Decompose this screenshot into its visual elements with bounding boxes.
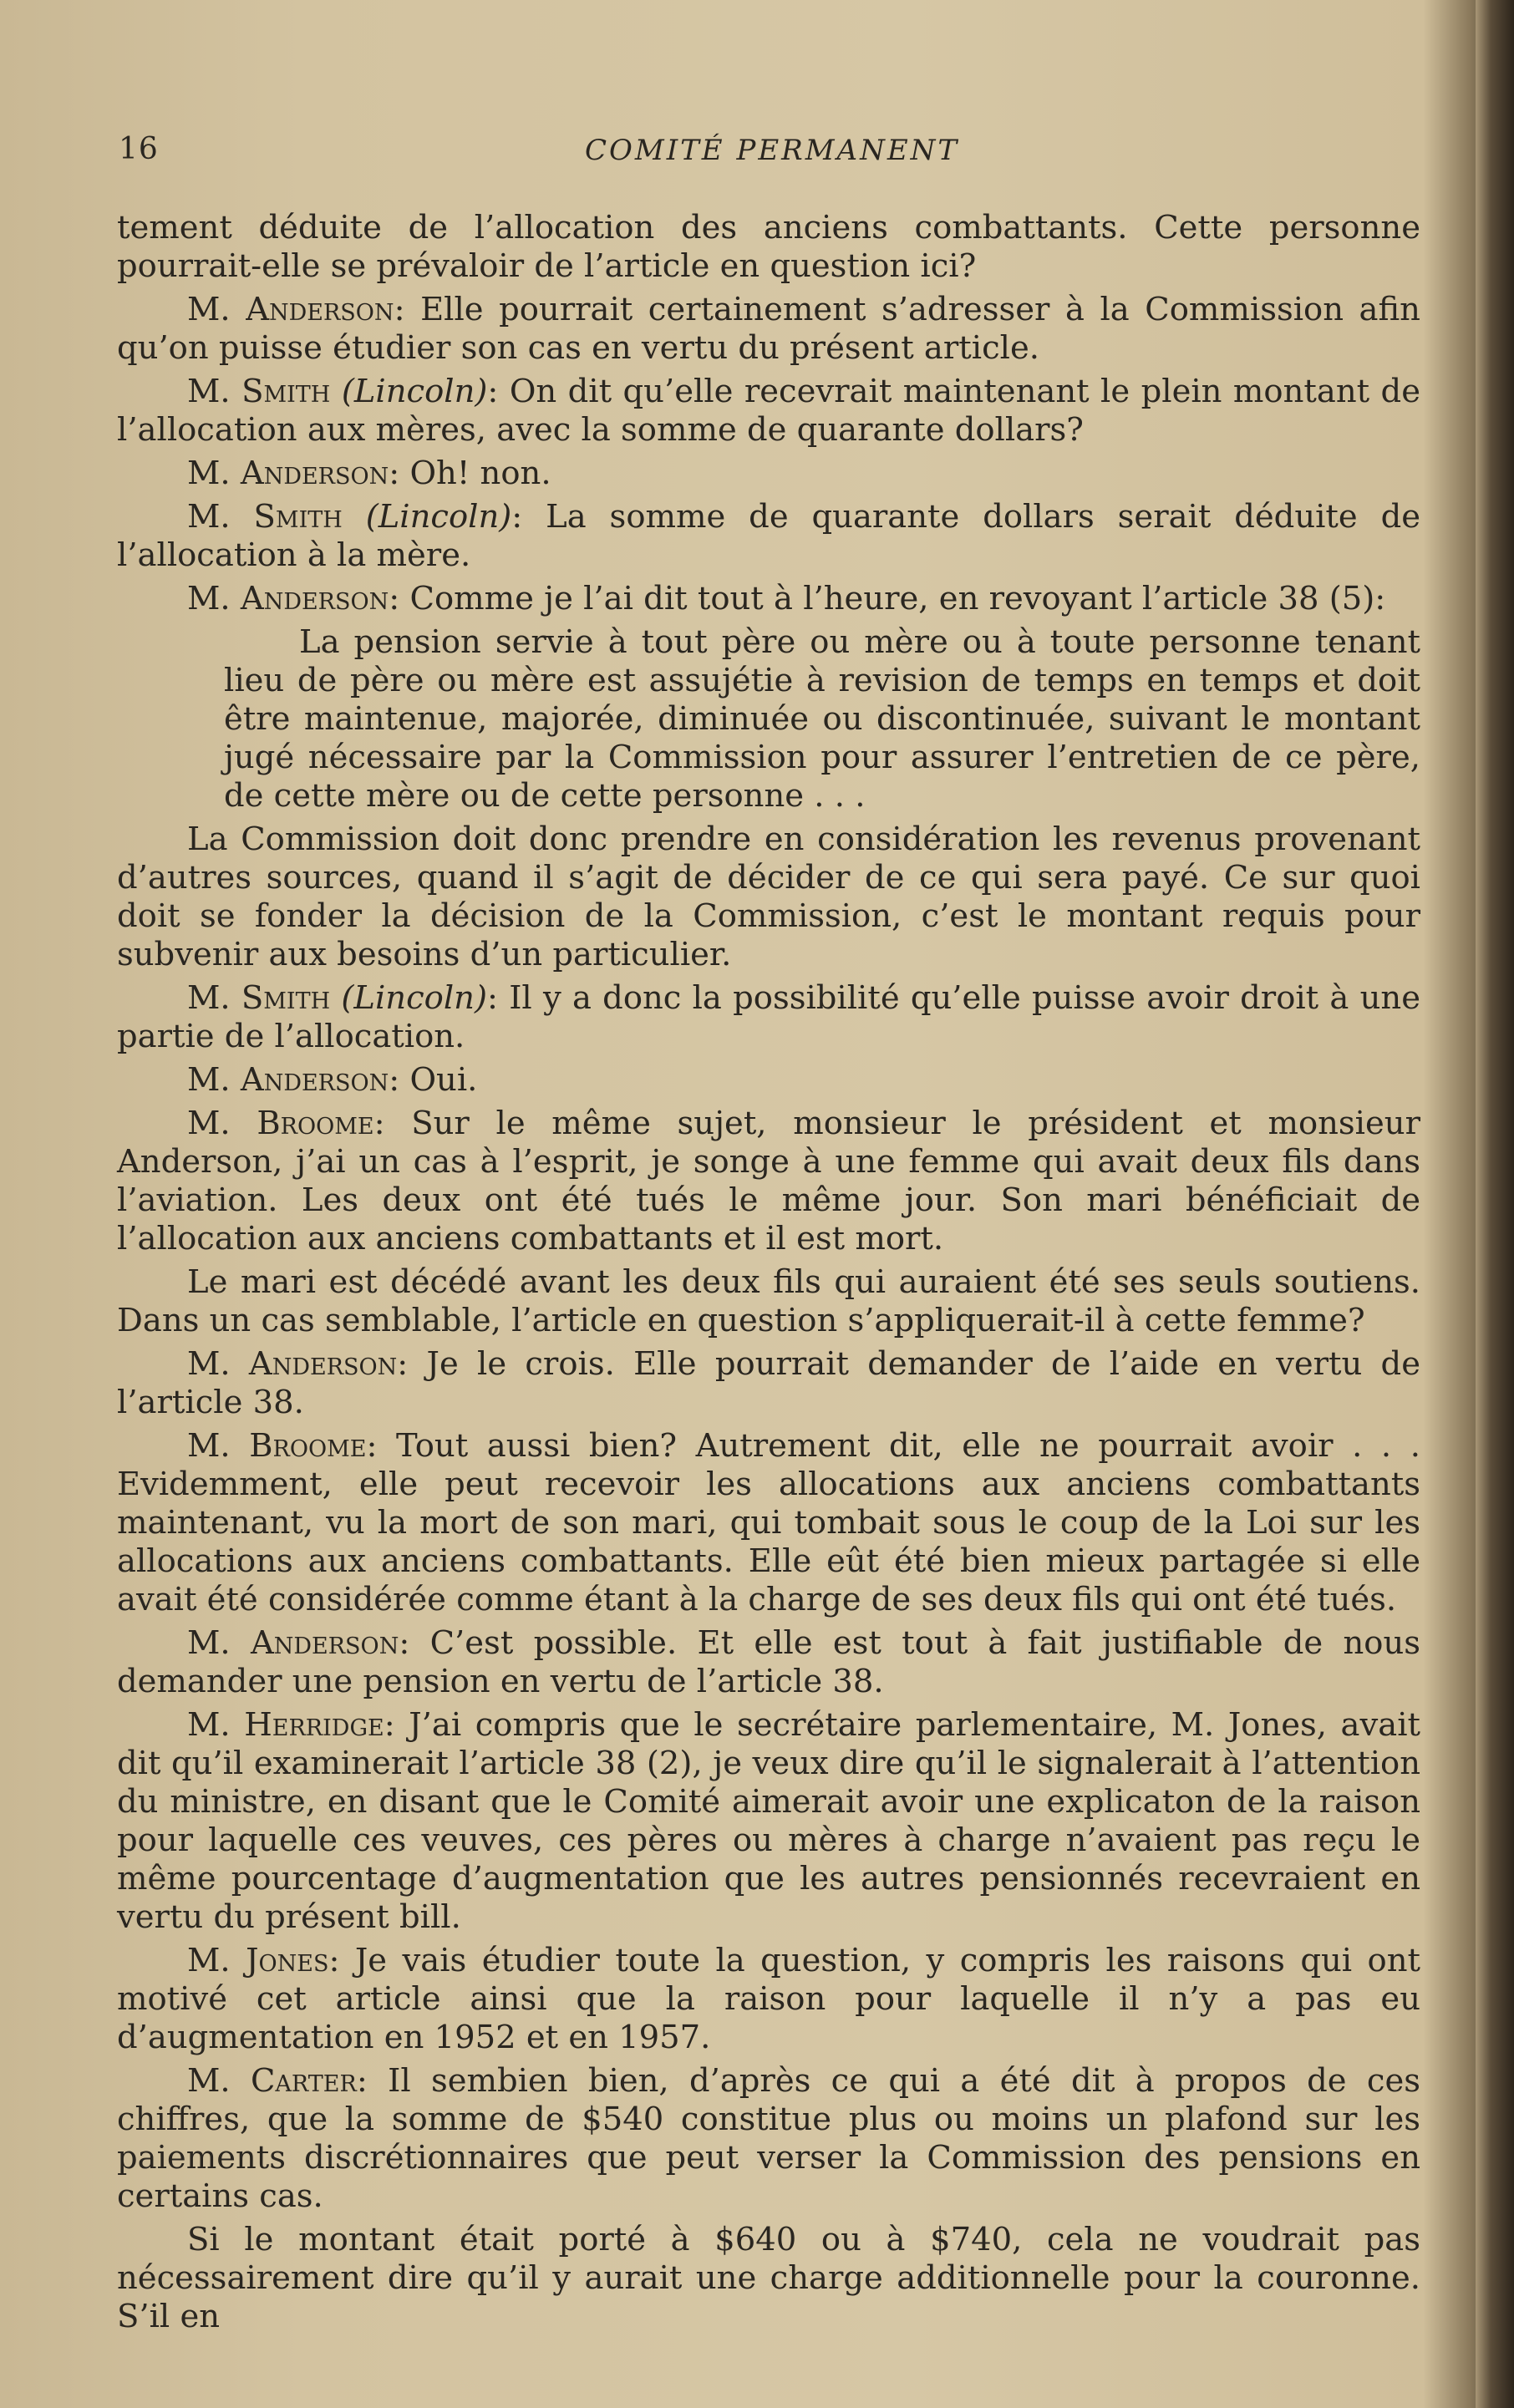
paragraph — [117, 1706, 1420, 1937]
speaker-name: M. Smith — [187, 498, 343, 536]
speaker-riding: (Lincoln) — [341, 979, 487, 1017]
speaker-riding: (Lincoln) — [365, 498, 512, 536]
paragraph-text: Si le montant était porté à $640 ou à $740, cela ne voudrait pas nécessairement dire qu’il y aurait une charge additionnelle pour la couronne. S’il en — [117, 2221, 1420, 2335]
paragraph-text: : Tout aussi bien? Autrement dit, elle ne pourrait avoir . . . Evidemment, elle peut recevoir les allocations aux anciens combattants maintenant, vu la mort de son mari, qui tombait sous le coup de la Loi sur les allocations aux anciens combattants. Elle eût été bien mieux partagée si elle avait été considérée comme étant à la charge de ses deux fils qui ont été tués. — [117, 1427, 1420, 1618]
paragraph — [117, 1061, 1420, 1100]
paragraph — [117, 291, 1420, 368]
paragraph-text: : Comme je l’ai dit tout à l’heure, en revoyant l’article 38 (5): — [389, 580, 1386, 617]
paragraph-text: : Il y a donc la possibilité qu’elle puisse avoir droit à une partie de l’allocation. — [117, 979, 1420, 1055]
speaker-name: M. Herridge — [187, 1706, 384, 1744]
paragraph — [117, 1427, 1420, 1619]
paragraph — [117, 455, 1420, 493]
speaker-name: M. Jones — [187, 1942, 329, 1979]
speaker-name: M. Anderson — [187, 291, 394, 328]
speaker-riding: (Lincoln) — [341, 373, 488, 410]
paragraph — [117, 1263, 1420, 1340]
paragraph-text: Le mari est décédé avant les deux fils qui auraient été ses seuls soutiens. Dans un cas semblable, l’article en question s’appliquerait-il à cette femme? — [117, 1263, 1420, 1339]
paragraph-text: La Commission doit donc prendre en considération les revenus provenant d’autres sources, quand il s’agit de décider de ce qui sera payé. Ce sur quoi doit se fonder la décision de la Commission, c’est le montant requis pour subvenir aux besoins d’un particulier. — [117, 820, 1420, 973]
body-text — [117, 209, 1420, 2341]
paragraph — [117, 209, 1420, 286]
speaker-name: M. Anderson — [187, 580, 389, 617]
speaker-name: M. Anderson — [187, 1624, 399, 1662]
paragraph — [117, 373, 1420, 450]
paragraph — [117, 1345, 1420, 1422]
paragraph — [117, 2221, 1420, 2336]
paragraph-text: tement déduite de l’allocation des anciens combattants. Cette personne pourrait-elle se prévaloir de l’article en question ici? — [117, 209, 1420, 285]
running-head: COMITÉ PERMANENT — [585, 134, 960, 167]
speaker-name: M. Broome — [187, 1427, 367, 1465]
speaker-name: M. Smith — [187, 979, 331, 1017]
paragraph-text: : Sur le même sujet, monsieur le président et monsieur Anderson, j’ai un cas à l’esprit, je songe à une femme qui avait deux fils dans l’aviation. Les deux ont été tués le même jour. Son mari bénéficiait de l’allocation aux anciens combattants et il est mort. — [117, 1105, 1420, 1257]
speaker-name: M. Anderson — [187, 1345, 398, 1383]
paragraph-text: : Oui. — [389, 1061, 478, 1099]
paragraph-text: : On dit qu’elle recevrait maintenant le plein montant de l’allocation aux mères, avec la somme de quarante dollars? — [117, 373, 1420, 449]
speaker-name: M. Smith — [187, 373, 331, 410]
quoted-article: La pension servie à tout père ou mère ou à toute personne tenant lieu de père ou mère est assujétie à revision de temps en temps et doit être maintenue, majorée, diminuée ou discontinuée, suivant le montant jugé nécessaire par la Commission pour assurer l’entretien de ce père, de cette mère ou de cette personne . . . — [224, 623, 1420, 815]
paragraph-text: : Il sembien bien, d’après ce qui a été dit à propos de ces chiffres, que la somme de $540 constitue plus ou moins un plafond sur les paiements discrétionnaires que peut verser la Commission des pensions en certains cas. — [117, 2062, 1421, 2215]
paragraph — [117, 1942, 1420, 2057]
paragraph-text: : J’ai compris que le secrétaire parlementaire, M. Jones, avait dit qu’il examinerait l’article 38 (2), je veux dire qu’il le signalerait à l’attention du ministre, en disant que le Comité aimerait avoir une explicaton de la raison pour laquelle ces veuves, ces pères ou mères à charge n’avaient pas reçu le même pourcentage d’augmentation que les autres pensionnés recevraient en vertu du présent bill. — [117, 1706, 1420, 1936]
speaker-name: M. Broome — [187, 1105, 374, 1142]
speaker-name: M. Anderson — [187, 1061, 389, 1099]
paragraph — [117, 580, 1420, 618]
paragraph — [117, 979, 1420, 1056]
speaker-name: M. Carter — [187, 2062, 357, 2100]
paragraph — [117, 820, 1420, 974]
paragraph-text: : C’est possible. Et elle est tout à fait justifiable de nous demander une pension en vertu de l’article 38. — [117, 1624, 1420, 1700]
paragraph-text: : Je le crois. Elle pourrait demander de l’aide en vertu de l’article 38. — [117, 1345, 1420, 1421]
paragraph — [117, 1624, 1420, 1701]
speaker-name: M. Anderson — [187, 455, 389, 492]
page-edge-shadow — [1476, 0, 1514, 2408]
paragraph — [117, 2062, 1420, 2216]
paragraph — [117, 1105, 1420, 1258]
paragraph-text: : La somme de quarante dollars serait déduite de l’allocation à la mère. — [117, 498, 1420, 574]
paragraph-text: : Oh! non. — [389, 455, 551, 492]
page-number: 16 — [119, 132, 159, 166]
paragraph-text: : Je vais étudier toute la question, y compris les raisons qui ont motivé cet article ainsi que la raison pour laquelle il n’y a pas eu d’augmentation en 1952 et en 1957. — [117, 1942, 1420, 2056]
paragraph — [117, 498, 1420, 575]
paragraph-text: : Elle pourrait certainement s’adresser à la Commission afin qu’on puisse étudier son cas en vertu du présent article. — [117, 291, 1420, 367]
